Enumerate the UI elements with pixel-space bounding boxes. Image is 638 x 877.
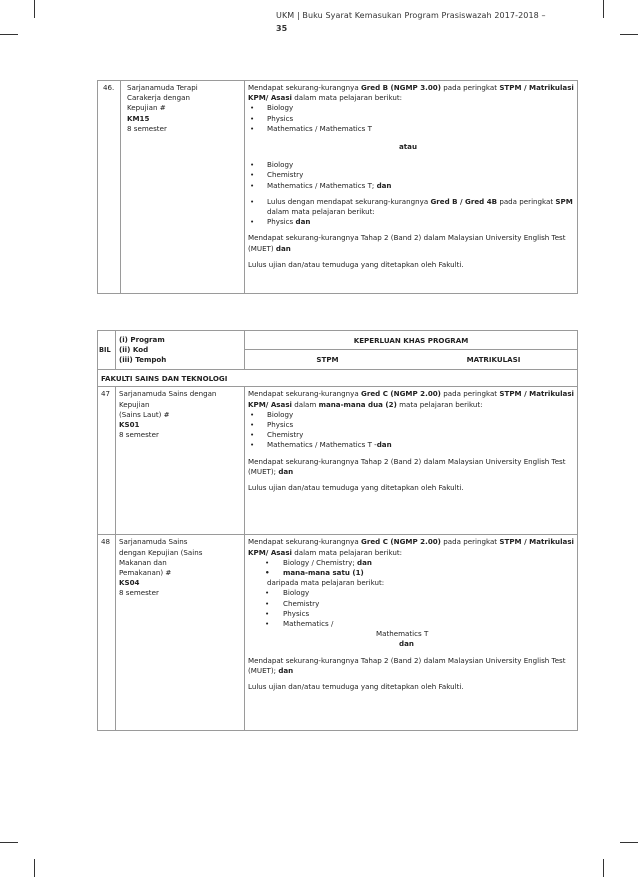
crop-mark [0,34,18,35]
table-row [98,535,578,731]
stpm-header: STPM [316,354,339,364]
list-item: • Biology / Chemistry; dan [248,558,574,568]
crop-mark [603,0,604,18]
list-item: • Biology [248,410,574,420]
list-item: • Chemistry [248,430,574,440]
list-item: • Biology [248,103,574,113]
requirements-cell: Mendapat sekurang-kurangnya Gred C (NGMP 2.00) pada peringkat STPM / Matrikulasi KPM/ Asasi dalam mata pelajaran berikut: • Biology / Chemistry; dan • mana-mana satu (1) daripada mata pelajaran berikut: • Biology • Chemistry • Physics • Mathematics / Mathematics T dan Mendapat sekurang-kurangnya Tahap 2 (Band 2) dalam Malaysian University English Test (MUET); dan Lulus ujian dan/atau temuduga yang ditetapkan oleh Fakulti. [245,535,578,731]
program-code: KM15 [127,113,150,123]
keperluan-header: KEPERLUAN KHAS PROGRAM [245,331,578,350]
list-item: • Biology [248,160,574,170]
requirements-cell: Mendapat sekurang-kurangnya Gred C (NGMP 2.00) pada peringkat STPM / Matrikulasi KPM/ Asasi dalam mana-mana dua (2) mata pelajaran berikut: • Biology • Physics • Chemistry • Mathematics / Mathematics T -dan Mendapat sekurang-kurangnya Tahap 2 (Band 2) dalam Malaysian University English Test (MUET); dan Lulus ujian dan/atau temuduga yang ditetapkan oleh Fakulti. [245,387,578,535]
row-number: 47 [101,389,111,399]
table-row [98,81,578,294]
header-title: UKM | Buku Syarat Kemasukan Program Prasiswazah 2017-2018 – [276,11,546,20]
list-item: • Physics [248,114,574,124]
program-cell: Sarjanamuda Terapi Carakerja dengan Kepujian # KM15 8 semester [121,81,245,294]
program-duration: 8 semester [119,430,159,440]
list-item: • Mathematics / Mathematics T; dan [248,181,574,191]
program-code: KS01 [119,420,140,430]
crop-mark [0,842,18,843]
crop-mark [620,842,638,843]
list-item: • mana-mana satu (1) [248,568,574,578]
list-item: • Physics dan [248,217,574,227]
list-item: • Mathematics / Mathematics T -dan [248,440,574,450]
program-header: (i) Program (ii) Kod (iii) Tempoh [116,331,245,370]
list-item: • Chemistry [248,170,574,180]
program-cell: Sarjanamuda Sains dengan Kepujian (Sains Laut) # KS01 8 semester [116,387,245,535]
program-duration: 8 semester [119,588,159,598]
page-number: 35 [276,24,288,33]
row-number: 46. [103,83,115,92]
program-code: KS04 [119,578,140,588]
program-cell: Sarjanamuda Sains dengan Kepujian (Sains Makanan dan Pemakanan) # KS04 8 semester [116,535,245,731]
list-item: • Physics [248,609,574,619]
list-item: • Biology [248,588,574,598]
list-item: • Mathematics / Mathematics T [248,124,574,134]
bil-header: BIL [98,331,116,370]
matrikulasi-header: MATRIKULASI [466,354,521,364]
requirements-cell: Mendapat sekurang-kurangnya Gred B (NGMP 3.00) pada peringkat STPM / Matrikulasi KPM/ Asasi dalam mata pelajaran berikut: • Biology • Physics • Mathematics / Mathematics T atau • Biology • Chemistry • Mathematics / Mathematics T; dan • Lulus dengan mendapat sekurang-kurangnya Gred B / Gred 4B pada peringkat SPM dalam mata pelajaran berikut: • Physics dan Mendapat sekurang-kurangnya Tahap 2 (Band 2) dalam Malaysian University English Test (MUET) dan Lulus ujian dan/atau temuduga yang ditetapkan oleh Fakulti. [245,81,578,294]
table-row [98,387,578,535]
list-item: • Mathematics / [248,619,574,629]
row-number: 48 [101,537,111,547]
program-table-continued [97,80,578,294]
faculty-heading: FAKULTI SAINS DAN TEKNOLOGI [98,370,578,387]
crop-mark [603,859,604,877]
list-item: • Physics [248,420,574,430]
crop-mark [34,859,35,877]
list-item: • Lulus dengan mendapat sekurang-kurangnya Gred B / Gred 4B pada peringkat SPM dalam mata pelajaran berikut: [248,197,574,217]
atau-label: atau [399,142,418,152]
crop-mark [620,34,638,35]
program-table [97,330,578,731]
crop-mark [34,0,35,18]
program-duration: 8 semester [127,123,167,133]
page-header [276,9,546,35]
list-item: • Chemistry [248,599,574,609]
